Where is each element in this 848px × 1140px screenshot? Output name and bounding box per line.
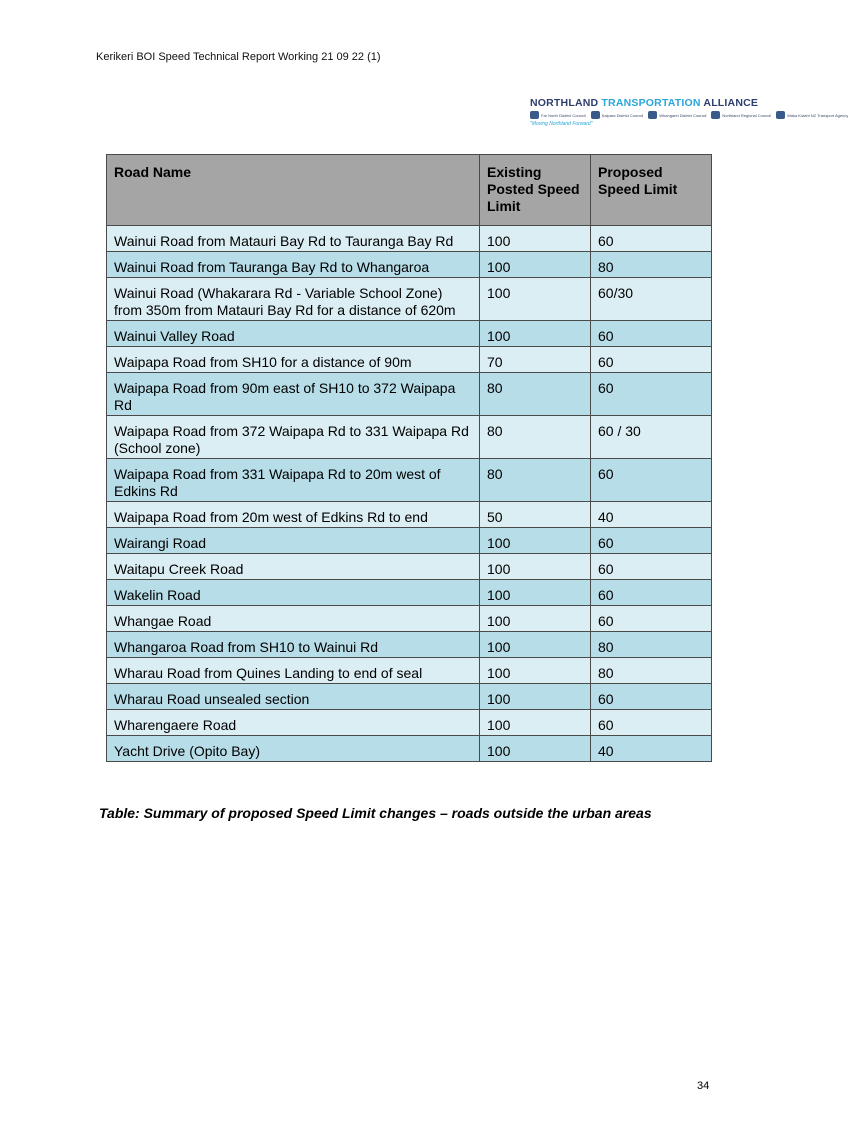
partner-logo	[776, 111, 848, 119]
cell-road-name: Whangaroa Road from SH10 to Wainui Rd	[107, 632, 480, 658]
partner-mark-icon	[711, 111, 720, 119]
partner-logo	[711, 111, 771, 119]
cell-existing-limit: 70	[480, 347, 591, 373]
table-row	[107, 606, 712, 632]
page-number: 34	[697, 1080, 710, 1092]
cell-existing-limit: 100	[480, 632, 591, 658]
cell-road-name: Wainui Valley Road	[107, 321, 480, 347]
partner-name: Waka Kotahi NZ Transport Agency	[787, 112, 848, 118]
speed-limit-table	[106, 154, 712, 762]
cell-road-name: Waipapa Road from SH10 for a distance of 90m	[107, 347, 480, 373]
table-row	[107, 684, 712, 710]
cell-road-name: Waipapa Road from 90m east of SH10 to 372 Waipapa Rd	[107, 373, 480, 416]
cell-road-name: Whangae Road	[107, 606, 480, 632]
table-row	[107, 736, 712, 762]
cell-proposed-limit: 60	[591, 459, 712, 502]
partner-mark-icon	[591, 111, 600, 119]
cell-existing-limit: 100	[480, 606, 591, 632]
partner-mark-icon	[648, 111, 657, 119]
column-header-existing-limit: Existing Posted Speed Limit	[480, 155, 591, 226]
cell-road-name: Waipapa Road from 20m west of Edkins Rd to end	[107, 502, 480, 528]
table-row	[107, 632, 712, 658]
cell-existing-limit: 100	[480, 710, 591, 736]
table-row	[107, 226, 712, 252]
logo-title-alliance: ALLIANCE	[703, 97, 759, 109]
logo-title-transportation: TRANSPORTATION	[601, 97, 701, 109]
cell-proposed-limit: 60 / 30	[591, 416, 712, 459]
table-row	[107, 252, 712, 278]
cell-proposed-limit: 60	[591, 347, 712, 373]
cell-existing-limit: 80	[480, 373, 591, 416]
cell-existing-limit: 100	[480, 278, 591, 321]
cell-existing-limit: 100	[480, 321, 591, 347]
cell-proposed-limit: 80	[591, 252, 712, 278]
table-caption: Table: Summary of proposed Speed Limit changes – roads outside the urban areas	[99, 805, 652, 821]
cell-proposed-limit: 60	[591, 321, 712, 347]
table-row	[107, 528, 712, 554]
table-row	[107, 321, 712, 347]
cell-road-name: Waitapu Creek Road	[107, 554, 480, 580]
partner-logo	[530, 111, 586, 119]
table-row	[107, 658, 712, 684]
logo-title	[530, 97, 759, 109]
table-row	[107, 347, 712, 373]
cell-existing-limit: 100	[480, 580, 591, 606]
cell-proposed-limit: 80	[591, 658, 712, 684]
table-header-row	[107, 155, 712, 226]
cell-proposed-limit: 60	[591, 373, 712, 416]
logo-title-northland: NORTHLAND	[530, 97, 599, 109]
cell-proposed-limit: 60	[591, 554, 712, 580]
cell-proposed-limit: 60	[591, 528, 712, 554]
partner-name: Far North District Council	[541, 112, 586, 118]
cell-road-name: Wakelin Road	[107, 580, 480, 606]
cell-existing-limit: 80	[480, 416, 591, 459]
cell-proposed-limit: 60	[591, 580, 712, 606]
partner-mark-icon	[776, 111, 785, 119]
logo-partner-strip	[530, 111, 848, 119]
cell-proposed-limit: 80	[591, 632, 712, 658]
cell-road-name: Wharengaere Road	[107, 710, 480, 736]
cell-existing-limit: 100	[480, 684, 591, 710]
table-row	[107, 278, 712, 321]
cell-road-name: Wharau Road unsealed section	[107, 684, 480, 710]
partner-logo	[648, 111, 706, 119]
cell-proposed-limit: 60/30	[591, 278, 712, 321]
cell-existing-limit: 100	[480, 226, 591, 252]
table-row	[107, 502, 712, 528]
partner-mark-icon	[530, 111, 539, 119]
table-row	[107, 580, 712, 606]
cell-road-name: Wainui Road from Tauranga Bay Rd to Whangaroa	[107, 252, 480, 278]
cell-road-name: Wairangi Road	[107, 528, 480, 554]
table-row	[107, 554, 712, 580]
cell-proposed-limit: 60	[591, 226, 712, 252]
logo-tagline: "Moving Northland Forward"	[530, 121, 593, 127]
cell-road-name: Waipapa Road from 331 Waipapa Rd to 20m west of Edkins Rd	[107, 459, 480, 502]
cell-existing-limit: 100	[480, 658, 591, 684]
cell-road-name: Waipapa Road from 372 Waipapa Rd to 331 Waipapa Rd (School zone)	[107, 416, 480, 459]
cell-proposed-limit: 60	[591, 606, 712, 632]
cell-existing-limit: 100	[480, 736, 591, 762]
cell-existing-limit: 80	[480, 459, 591, 502]
cell-proposed-limit: 40	[591, 502, 712, 528]
partner-name: Kaipara District Council	[601, 112, 644, 118]
cell-proposed-limit: 60	[591, 684, 712, 710]
cell-road-name: Wainui Road (Whakarara Rd - Variable School Zone) from 350m from Matauri Bay Rd for a distance of 620m	[107, 278, 480, 321]
table-row	[107, 416, 712, 459]
cell-existing-limit: 100	[480, 252, 591, 278]
cell-road-name: Wainui Road from Matauri Bay Rd to Tauranga Bay Rd	[107, 226, 480, 252]
cell-proposed-limit: 40	[591, 736, 712, 762]
table-row	[107, 710, 712, 736]
table-body	[107, 226, 712, 762]
table-row	[107, 459, 712, 502]
partner-name: Northland Regional Council	[722, 112, 772, 118]
column-header-road-name: Road Name	[107, 155, 480, 226]
cell-proposed-limit: 60	[591, 710, 712, 736]
partner-logo	[591, 111, 644, 119]
partner-name: Whangarei District Council	[659, 112, 707, 118]
cell-existing-limit: 50	[480, 502, 591, 528]
northland-transportation-alliance-logo	[530, 97, 848, 133]
cell-existing-limit: 100	[480, 528, 591, 554]
column-header-proposed-limit: Proposed Speed Limit	[591, 155, 712, 226]
cell-existing-limit: 100	[480, 554, 591, 580]
document-header-title: Kerikeri BOI Speed Technical Report Working 21 09 22 (1)	[96, 51, 381, 63]
cell-road-name: Wharau Road from Quines Landing to end of seal	[107, 658, 480, 684]
table-row	[107, 373, 712, 416]
cell-road-name: Yacht Drive (Opito Bay)	[107, 736, 480, 762]
